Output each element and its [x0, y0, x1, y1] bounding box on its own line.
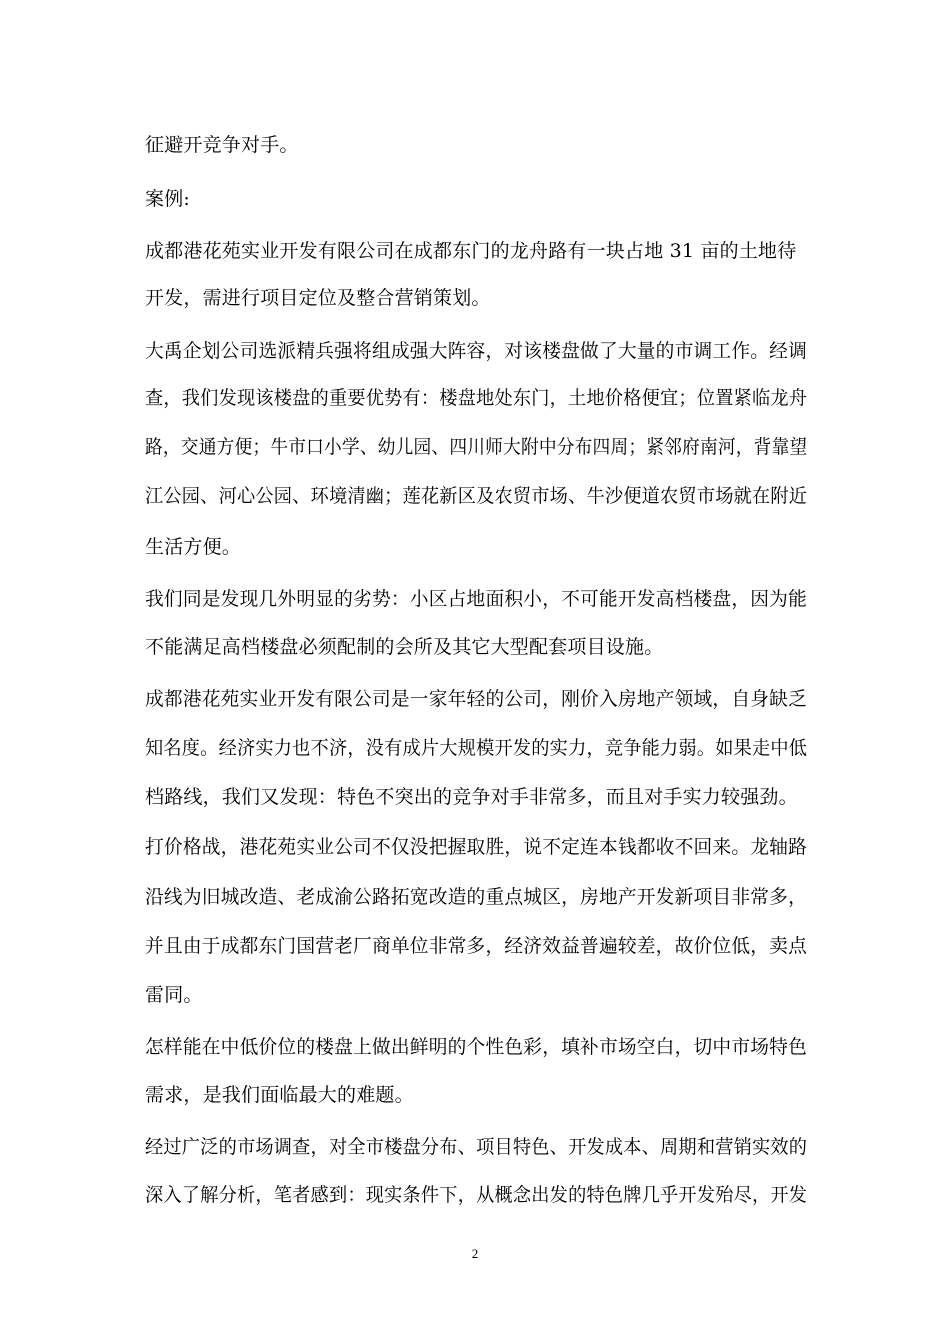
text-line: 深入了解分析，笔者感到：现实条件下，从概念出发的特色牌几乎开发殆尽，开发: [145, 1184, 808, 1206]
text-line: 征避开竞争对手。: [145, 134, 299, 156]
text-line: 路，交通方便；牛市口小学、幼儿园、四川师大附中分布四周；紧邻府南河，背靠望: [145, 436, 808, 458]
page-number: 2: [471, 1246, 479, 1261]
text-line: 打价格战，港花苑实业公司不仅没把握取胜，说不定连本钱都收不回来。龙轴路: [145, 836, 808, 858]
text-line: 我们同是发现几外明显的劣势：小区占地面积小，不可能开发高档楼盘，因为能: [145, 588, 808, 610]
text-line: 大禹企划公司选派精兵强将组成强大阵容，对该楼盘做了大量的市调工作。经调: [145, 340, 808, 362]
text-line: 需求，是我们面临最大的难题。: [145, 1084, 414, 1106]
text-line: 档路线，我们又发现：特色不突出的竞争对手非常多，而且对手实力较强劲。: [145, 786, 798, 808]
text-line: 生活方便。: [145, 536, 242, 558]
text-line: 案例:: [145, 188, 191, 210]
text-line: 不能满足高档楼盘必须配制的会所及其它大型配套项目设施。: [145, 636, 664, 658]
text-line: 开发，需进行项目定位及整合营销策划。: [145, 287, 491, 309]
text-line: 成都港花苑实业开发有限公司是一家年轻的公司，刚价入房地产领域，自身缺乏: [145, 688, 808, 710]
text-line: 知名度。经济实力也不济，没有成片大规模开发的实力，竞争能力弱。如果走中低: [145, 737, 808, 759]
text-line: 经过广泛的市场调查，对全市楼盘分布、项目特色、开发成本、周期和营销实效的: [145, 1136, 808, 1158]
text-line: 并且由于成都东门国营老厂商单位非常多，经济效益普遍较差，故价位低，卖点: [145, 935, 808, 957]
text-line: 怎样能在中低价位的楼盘上做出鲜明的个性色彩，填补市场空白，切中市场特色: [145, 1036, 808, 1058]
text-line: 查，我们发现该楼盘的重要优势有：楼盘地处东门，土地价格便宜；位置紧临龙舟: [145, 387, 808, 409]
text-line: 成都港花苑实业开发有限公司在成都东门的龙舟路有一块占地 31 亩的土地待: [145, 240, 797, 262]
text-line: 雷同。: [145, 984, 203, 1006]
text-line: 沿线为旧城改造、老成渝公路拓宽改造的重点城区，房地产开发新项目非常多，: [145, 886, 808, 908]
text-line: 江公园、河心公园、环境清幽；莲花新区及农贸市场、牛沙便道农贸市场就在附近: [145, 485, 808, 507]
